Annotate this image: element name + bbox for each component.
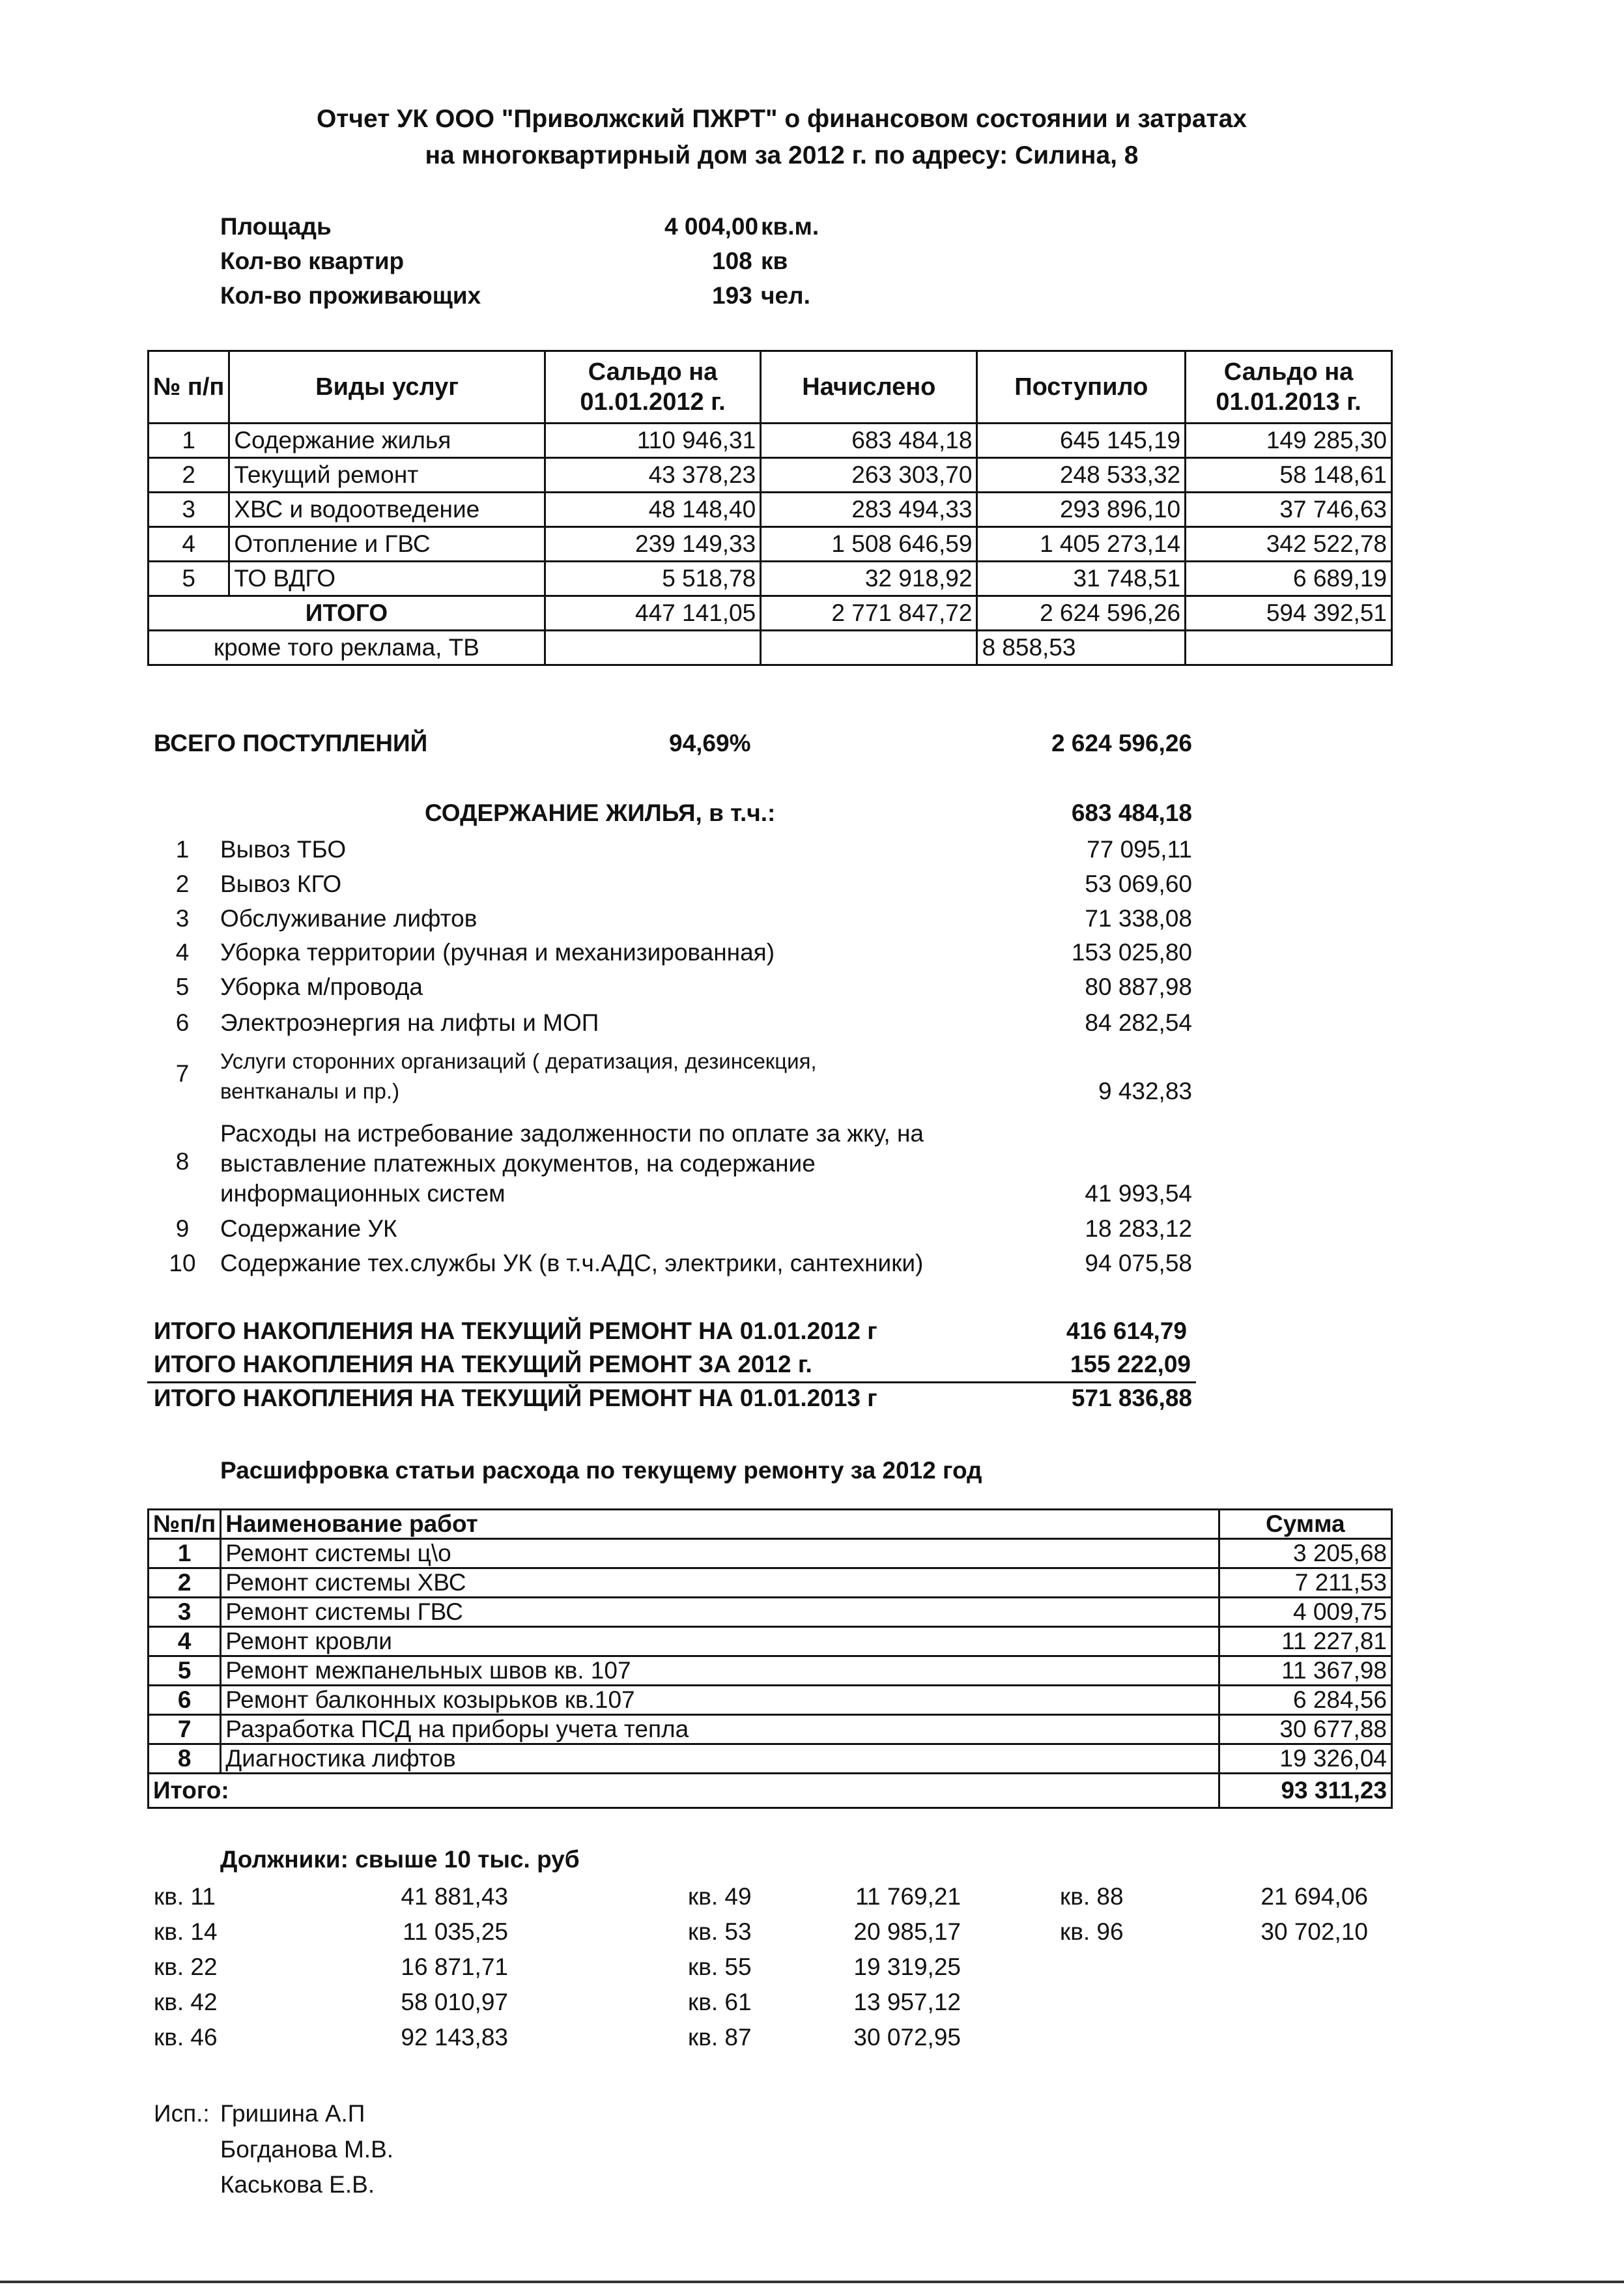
row-number: 4 [149, 1627, 221, 1656]
total-income-label: ВСЕГО ПОСТУПЛЕНИЙ [154, 730, 428, 756]
work-sum: 4 009,75 [1219, 1598, 1391, 1627]
work-sum: 3 205,68 [1219, 1539, 1391, 1568]
list-item-label: Уборка территории (ручная и механизированная) [220, 939, 775, 966]
table-row [149, 458, 1392, 493]
list-item-label: Вывоз КГО [220, 871, 342, 897]
list-item-label-cont: вентканалы и пр.) [220, 1079, 400, 1103]
table-row [149, 1656, 1392, 1686]
table-row [149, 1539, 1392, 1568]
accumulation-2012-start-label: ИТОГО НАКОПЛЕНИЯ НА ТЕКУЩИЙ РЕМОНТ НА 01.01.2012 г [154, 1318, 877, 1344]
row-number: 2 [149, 458, 229, 493]
list-item-label: Электроэнергия на лифты и МОП [220, 1009, 599, 1036]
services-header-row [149, 351, 1392, 424]
table-row [149, 562, 1392, 596]
repairs-header-row [149, 1510, 1392, 1539]
list-item-label: Услуги сторонних организаций ( дератизация, дезинсекция, [220, 1049, 817, 1073]
received: 645 145,19 [977, 424, 1186, 458]
debtor-apartment: кв. 87 [688, 2024, 752, 2051]
residents-value: 193 [712, 282, 752, 309]
row-number: 8 [149, 1744, 221, 1774]
work-name: Ремонт балконных козырьков кв.107 [221, 1686, 1219, 1715]
service-name: ХВС и водоотведение [229, 493, 545, 527]
list-item-label-cont: выставление платежных документов, на содержание [220, 1150, 816, 1177]
list-item-number: 6 [175, 1009, 190, 1036]
executor-name: Гришина А.П [220, 2100, 365, 2127]
work-sum: 11 367,98 [1219, 1656, 1391, 1686]
table-row [149, 1715, 1392, 1744]
work-name: Ремонт системы ХВС [221, 1568, 1219, 1598]
repairs-total-label: Итого: [149, 1774, 1219, 1808]
debtor-sum: 20 985,17 [853, 1918, 961, 1945]
debtor-apartment: кв. 46 [154, 2024, 218, 2051]
saldo-2012: 48 148,40 [545, 493, 760, 527]
work-sum: 7 211,53 [1219, 1568, 1391, 1598]
accumulation-2013-label: ИТОГО НАКОПЛЕНИЯ НА ТЕКУЩИЙ РЕМОНТ НА 01.01.2013 г [154, 1385, 877, 1411]
area-unit: кв.м. [761, 213, 819, 240]
maintenance-total: 683 484,18 [1071, 800, 1192, 826]
report-title-line2: на многоквартирный дом за 2012 г. по адресу: Силина, 8 [425, 141, 1139, 169]
area-value: 4 004,00 [664, 213, 759, 240]
work-name: Ремонт кровли [221, 1627, 1219, 1656]
charged: 263 303,70 [761, 458, 977, 493]
col-service-header: Виды услуг [229, 351, 545, 424]
saldo-2013: 149 285,30 [1186, 424, 1392, 458]
apartments-value: 108 [712, 248, 752, 274]
list-item-value: 80 887,98 [1085, 973, 1192, 1000]
col-work-header: Наименование работ [221, 1510, 1219, 1539]
table-row [149, 493, 1392, 527]
list-item-number: 9 [175, 1215, 190, 1242]
services-table [147, 350, 1393, 666]
row-number: 7 [149, 1715, 221, 1744]
col-sum-header: Сумма [1219, 1510, 1391, 1539]
debtor-sum: 19 319,25 [853, 1953, 961, 1980]
list-item-value: 9 432,83 [1098, 1078, 1192, 1104]
charged: 283 494,33 [761, 493, 977, 527]
debtor-sum: 13 957,12 [853, 1989, 961, 2015]
apartments-label: Кол-во квартир [220, 248, 405, 274]
advertising-label: кроме того реклама, ТВ [149, 631, 545, 665]
repairs-table [147, 1508, 1393, 1809]
total-saldo-2012: 447 141,05 [545, 596, 760, 631]
list-item-number: 8 [175, 1148, 190, 1175]
row-number: 4 [149, 527, 229, 562]
debtor-sum: 21 694,06 [1261, 1883, 1368, 1910]
list-item-value: 153 025,80 [1071, 939, 1192, 966]
row-number: 2 [149, 1568, 221, 1598]
saldo-2013: 342 522,78 [1186, 527, 1392, 562]
report-title-line1: Отчет УК ООО "Приволжский ПЖРТ" о финансовом состоянии и затратах [316, 105, 1247, 133]
debtor-sum: 30 072,95 [853, 2024, 961, 2051]
list-item-value: 84 282,54 [1085, 1009, 1192, 1036]
row-number: 1 [149, 1539, 221, 1568]
executor-name: Богданова М.В. [220, 2136, 394, 2163]
scan-edge-line [0, 2281, 1624, 2283]
received: 293 896,10 [977, 493, 1186, 527]
total-charged: 2 771 847,72 [761, 596, 977, 631]
table-row [149, 424, 1392, 458]
saldo-2013: 58 148,61 [1186, 458, 1392, 493]
debtor-sum: 11 769,21 [855, 1883, 961, 1910]
list-item-label: Расходы на истребование задолженности по оплате за жку, на [220, 1120, 924, 1147]
repairs-total: 93 311,23 [1219, 1774, 1391, 1808]
list-item-value: 77 095,11 [1087, 836, 1192, 863]
received: 1 405 273,14 [977, 527, 1186, 562]
work-name: Диагностика лифтов [221, 1744, 1219, 1774]
table-row [149, 1598, 1392, 1627]
debtor-apartment: кв. 49 [688, 1883, 752, 1910]
executors-label: Исп.: [154, 2100, 210, 2127]
service-name: Содержание жилья [229, 424, 545, 458]
row-number: 5 [149, 1656, 221, 1686]
list-item-number: 5 [175, 973, 190, 1000]
accumulation-2012-label: ИТОГО НАКОПЛЕНИЯ НА ТЕКУЩИЙ РЕМОНТ ЗА 2012 г. [154, 1351, 812, 1377]
divider [147, 1381, 1196, 1383]
debtor-sum: 41 881,43 [401, 1883, 508, 1910]
list-item-number: 1 [175, 836, 190, 863]
work-sum: 6 284,56 [1219, 1686, 1391, 1715]
debtors-heading: Должники: свыше 10 тыс. руб [220, 1846, 580, 1873]
debtor-apartment: кв. 22 [154, 1953, 218, 1980]
charged: 32 918,92 [761, 562, 977, 596]
work-name: Разработка ПСД на приборы учета тепла [221, 1715, 1219, 1744]
table-row [149, 1686, 1392, 1715]
row-number: 1 [149, 424, 229, 458]
col-received-header: Поступило [977, 351, 1186, 424]
table-row [149, 1627, 1392, 1656]
saldo-2013: 37 746,63 [1186, 493, 1392, 527]
list-item-number: 3 [175, 905, 190, 932]
list-item-label: Содержание тех.службы УК (в т.ч.АДС, электрики, сантехники) [220, 1250, 924, 1276]
list-item-label: Вывоз ТБО [220, 836, 347, 863]
accumulation-2012-value: 155 222,09 [1070, 1351, 1191, 1377]
charged: 683 484,18 [761, 424, 977, 458]
repairs-total-row [149, 1774, 1392, 1808]
saldo-2013: 6 689,19 [1186, 562, 1392, 596]
debtor-apartment: кв. 55 [688, 1953, 752, 1980]
debtor-apartment: кв. 96 [1060, 1918, 1124, 1945]
col-charged-header: Начислено [761, 351, 977, 424]
work-sum: 11 227,81 [1219, 1627, 1391, 1656]
list-item-number: 4 [175, 939, 190, 966]
debtor-apartment: кв. 42 [154, 1989, 218, 2015]
col-number-header: №п/п [149, 1510, 221, 1539]
col-saldo2012-header: Сальдо на 01.01.2012 г. [545, 351, 760, 424]
list-item-label: Содержание УК [220, 1215, 397, 1242]
received: 31 748,51 [977, 562, 1186, 596]
accumulation-2012-start-value: 416 614,79 [1066, 1318, 1187, 1344]
advertising-row [149, 631, 1392, 665]
table-row [149, 1744, 1392, 1774]
saldo-2012: 110 946,31 [545, 424, 760, 458]
apartments-unit: кв [761, 248, 788, 274]
list-item-value: 18 283,12 [1085, 1215, 1192, 1242]
service-name: Отопление и ГВС [229, 527, 545, 562]
debtor-sum: 92 143,83 [401, 2024, 508, 2051]
service-name: ТО ВДГО [229, 562, 545, 596]
work-name: Ремонт системы ц\о [221, 1539, 1219, 1568]
repairs-heading: Расшифровка статьи расхода по текущему ремонту за 2012 год [220, 1457, 982, 1484]
debtor-sum: 16 871,71 [401, 1953, 508, 1980]
total-label: ИТОГО [149, 596, 545, 631]
executor-name: Каськова Е.В. [220, 2171, 375, 2198]
list-item-value: 71 338,08 [1085, 905, 1192, 932]
charged: 1 508 646,59 [761, 527, 977, 562]
list-item-number: 7 [175, 1060, 190, 1087]
saldo-2012: 5 518,78 [545, 562, 760, 596]
service-name: Текущий ремонт [229, 458, 545, 493]
list-item-label: Обслуживание лифтов [220, 905, 477, 932]
debtor-sum: 58 010,97 [401, 1989, 508, 2015]
saldo-2012: 43 378,23 [545, 458, 760, 493]
debtor-apartment: кв. 53 [688, 1918, 752, 1945]
advertising-received: 8 858,53 [977, 631, 1186, 665]
list-item-number: 2 [175, 871, 190, 897]
debtor-sum: 11 035,25 [403, 1918, 508, 1945]
saldo-2012: 239 149,33 [545, 527, 760, 562]
debtor-apartment: кв. 88 [1060, 1883, 1124, 1910]
list-item-value: 53 069,60 [1085, 871, 1192, 897]
table-row [149, 1568, 1392, 1598]
list-item-number: 10 [169, 1250, 196, 1276]
row-number: 3 [149, 493, 229, 527]
debtor-apartment: кв. 14 [154, 1918, 218, 1945]
work-sum: 19 326,04 [1219, 1744, 1391, 1774]
total-saldo-2013: 594 392,51 [1186, 596, 1392, 631]
work-name: Ремонт системы ГВС [221, 1598, 1219, 1627]
maintenance-heading: СОДЕРЖАНИЕ ЖИЛЬЯ, в т.ч.: [425, 800, 776, 826]
row-number: 6 [149, 1686, 221, 1715]
list-item-label-cont: информационных систем [220, 1180, 506, 1207]
work-name: Ремонт межпанельных швов кв. 107 [221, 1656, 1219, 1686]
received: 248 533,32 [977, 458, 1186, 493]
total-received: 2 624 596,26 [977, 596, 1186, 631]
residents-label: Кол-во проживающих [220, 282, 481, 309]
col-saldo2013-header: Сальдо на 01.01.2013 г. [1186, 351, 1392, 424]
residents-unit: чел. [761, 282, 810, 309]
list-item-value: 41 993,54 [1085, 1180, 1192, 1207]
debtor-sum: 30 702,10 [1261, 1918, 1368, 1945]
services-total-row [149, 596, 1392, 631]
debtor-apartment: кв. 11 [154, 1883, 216, 1910]
list-item-value: 94 075,58 [1085, 1250, 1192, 1276]
table-row [149, 527, 1392, 562]
list-item-label: Уборка м/провода [220, 973, 423, 1000]
work-sum: 30 677,88 [1219, 1715, 1391, 1744]
total-income-percent: 94,69% [669, 730, 751, 756]
row-number: 5 [149, 562, 229, 596]
debtor-apartment: кв. 61 [688, 1989, 752, 2015]
total-income-amount: 2 624 596,26 [1051, 730, 1192, 756]
accumulation-2013-value: 571 836,88 [1071, 1385, 1192, 1411]
row-number: 3 [149, 1598, 221, 1627]
area-label: Площадь [220, 213, 332, 240]
col-number-header: № п/п [149, 351, 229, 424]
